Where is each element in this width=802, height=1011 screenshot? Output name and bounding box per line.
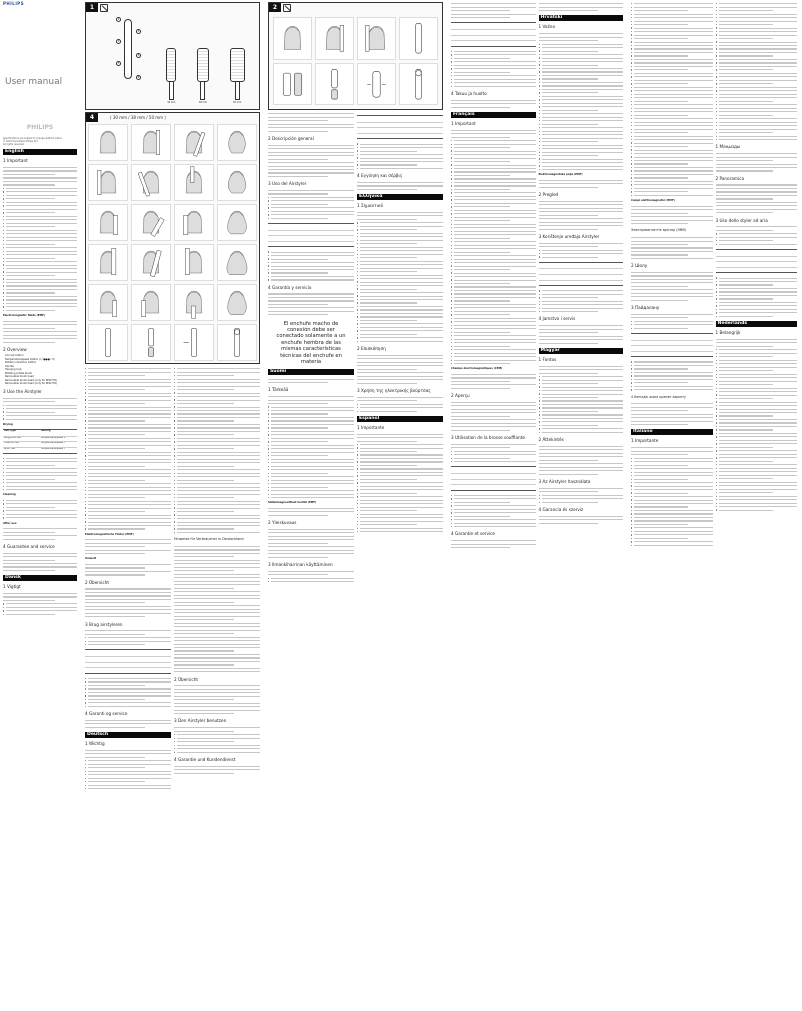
lang-header: Dansk bbox=[3, 575, 77, 581]
heading: 3 Den Airstyler benutzen bbox=[174, 718, 227, 724]
heading: Электромагниттік өрістер (ЭМӨ) bbox=[631, 228, 687, 233]
table-row bbox=[539, 274, 624, 280]
heading: Hinweise für Verbraucher in Deutschland bbox=[174, 537, 244, 542]
heading: 1 Vigtigt bbox=[3, 584, 21, 590]
table-row bbox=[451, 473, 536, 479]
hair-illustration-icon bbox=[88, 324, 128, 361]
figure-4 bbox=[85, 112, 260, 364]
table-row bbox=[631, 334, 713, 340]
section-danish bbox=[3, 575, 77, 616]
emf-heading: Champs électromagnétiques (CEM) bbox=[451, 367, 503, 371]
brush-head-icon bbox=[197, 48, 209, 104]
figure-2-grid bbox=[273, 17, 438, 105]
heading: 4 Garantie et service bbox=[451, 531, 496, 537]
hair-illustration-icon bbox=[131, 324, 171, 361]
airstyler-handle-icon bbox=[124, 19, 132, 79]
table-row bbox=[268, 230, 354, 236]
table-row bbox=[357, 133, 443, 139]
hair-illustration-icon bbox=[217, 244, 257, 281]
no-recycle-bin-icon bbox=[100, 4, 108, 12]
brush-head-icon bbox=[166, 48, 176, 104]
table-row bbox=[85, 656, 171, 662]
recycling-heading: Umwelt bbox=[85, 557, 97, 561]
brush-label: 30 mm bbox=[167, 100, 176, 104]
table-row: Short hair Temperature/speed I bbox=[3, 447, 77, 453]
hair-illustration-icon bbox=[174, 204, 214, 241]
hair-illustration-icon bbox=[399, 17, 438, 60]
callout: 3 bbox=[117, 62, 120, 65]
lang-header: Français bbox=[451, 112, 536, 118]
heading: 1 Маңызды bbox=[715, 144, 741, 150]
hair-illustration-icon bbox=[88, 204, 128, 241]
heading: 4 Кепілдік және қызмет көрсету bbox=[631, 394, 686, 399]
cleaning-heading: Cleaning bbox=[3, 493, 16, 497]
hair-settings-table-fr bbox=[451, 466, 536, 490]
lang-header: Español bbox=[357, 416, 443, 422]
hair-settings-table-hr bbox=[539, 262, 624, 286]
table-row: Long/thick hair Temperature/speed II bbox=[3, 436, 77, 442]
heading: 3 Utilisation de la brosse soufflante bbox=[451, 434, 525, 440]
overview-item: Removable brush head (only for BHA735) bbox=[5, 378, 58, 382]
heading: 1 Importante bbox=[357, 424, 385, 430]
hair-illustration-icon bbox=[88, 244, 128, 281]
column-4-left-text bbox=[451, 2, 536, 550]
manual-title: User manual bbox=[5, 76, 63, 87]
table-row bbox=[539, 263, 624, 269]
heading: 4 Guarantee and service bbox=[3, 543, 55, 549]
philips-logo: PHILIPS bbox=[3, 1, 25, 6]
hair-settings-table-es bbox=[268, 223, 354, 247]
heading: 1 Fontos bbox=[538, 356, 557, 362]
heading: 3 Ilmankiharrinan käyttäminen bbox=[268, 561, 333, 567]
heading: 2 Yleiskuvaus bbox=[268, 520, 297, 526]
no-recycle-bin-icon bbox=[283, 4, 291, 12]
copyright: © 2022 Koninklijke Philips N.V. bbox=[3, 140, 39, 144]
hair-illustration-icon bbox=[315, 63, 354, 106]
callout: 4 bbox=[137, 30, 140, 33]
brush-head-icon bbox=[230, 48, 245, 104]
table-row bbox=[716, 250, 798, 256]
heading: 3 Korištenje uređaja Airstyler bbox=[538, 233, 600, 239]
table-row bbox=[716, 267, 798, 273]
heading: 2 Descripción general bbox=[268, 135, 314, 141]
overview-item: Removable brush head bbox=[5, 375, 34, 379]
hair-illustration-icon bbox=[217, 124, 257, 161]
brush-sizes-label: ( 30 mm / 38 mm / 50 mm ) bbox=[110, 115, 166, 120]
heading: 2 Шолу bbox=[631, 263, 648, 269]
brush-heads bbox=[156, 11, 255, 104]
plug-callout: El enchufe macho de conexión debe ser conectado solamente a un enchufe hembra de las mismas características técnicas del enchufe en materia bbox=[276, 320, 346, 365]
overview-item: Rotation direction button bbox=[5, 361, 37, 365]
heading: 3 Uso dello styler ad aria bbox=[715, 217, 768, 223]
styling-steps-grid bbox=[88, 124, 257, 361]
overview-item: Cool air button bbox=[5, 354, 24, 358]
heading: 4 Garancia és szerviz bbox=[538, 506, 584, 512]
callout: 1 bbox=[117, 18, 120, 21]
heading: 3 Uso del Airstyler bbox=[268, 181, 307, 187]
hair-settings-table-it bbox=[716, 249, 798, 273]
heading: 3 Χρήση της ηλεκτρικής βούρτσας bbox=[357, 387, 431, 393]
heading: 2 Übersicht bbox=[174, 676, 198, 682]
callout: 5 bbox=[137, 54, 140, 57]
figure-2 bbox=[268, 2, 443, 110]
heading: 2 Aperçu bbox=[451, 393, 470, 399]
callout: 6 bbox=[137, 76, 140, 79]
heading: 1 Tärkeää bbox=[268, 387, 289, 393]
heading: 2 Επισκόπηση bbox=[357, 346, 386, 352]
hair-illustration-icon bbox=[357, 63, 396, 106]
figure-number: 1 bbox=[86, 3, 98, 12]
table-row bbox=[451, 35, 536, 41]
lang-header: Deutsch bbox=[85, 732, 171, 738]
hair-illustration-icon bbox=[273, 63, 312, 106]
column-3-right-text bbox=[357, 112, 443, 583]
hair-illustration-icon bbox=[88, 124, 128, 161]
hair-settings-table-el bbox=[357, 115, 443, 139]
table-row: Fine/thin hair Temperature/speed I bbox=[3, 441, 77, 447]
figure-number: 4 bbox=[86, 113, 98, 122]
spec-note: Specifications are subject to change without notice bbox=[3, 137, 62, 141]
hair-illustration-icon bbox=[131, 204, 171, 241]
heading: 2 Übersicht bbox=[85, 579, 109, 585]
column-5-right-text bbox=[716, 2, 798, 547]
heading: 4 Εγγύηση και σέρβις bbox=[357, 173, 403, 179]
callout: 2 bbox=[117, 40, 120, 43]
table-row bbox=[357, 122, 443, 128]
lang-header: English bbox=[3, 149, 77, 155]
lang-header: Nederlands bbox=[716, 321, 798, 327]
overview-item: Rotating bristle brush bbox=[5, 371, 33, 375]
table-row bbox=[357, 127, 443, 133]
heading: 1 Important bbox=[451, 120, 476, 126]
table-row bbox=[451, 467, 536, 473]
emf-heading: Campi elettromagnetici (EMF) bbox=[631, 199, 675, 203]
hair-illustration-icon bbox=[217, 284, 257, 321]
column-5-left-text bbox=[631, 2, 713, 547]
heading: 1 Important bbox=[3, 158, 28, 164]
figure-number: 2 bbox=[269, 3, 281, 12]
lang-header: Magyar bbox=[539, 348, 624, 354]
heading: 4 Garantía y servicio bbox=[268, 284, 312, 290]
heading: 2 Overview bbox=[3, 346, 27, 352]
table-row bbox=[85, 662, 171, 668]
table-row bbox=[451, 40, 536, 46]
table-row bbox=[451, 23, 536, 29]
column-5 bbox=[628, 0, 800, 1011]
emf-heading: Sähkömagneettiset kentät (EMF) bbox=[268, 501, 317, 505]
hair-illustration-icon bbox=[273, 17, 312, 60]
table-row bbox=[631, 345, 713, 351]
heading: 3 Brug airstyleren bbox=[85, 621, 123, 627]
after-use-heading: After use bbox=[3, 521, 17, 525]
lang-header: Suomi bbox=[268, 369, 354, 375]
column-4-right-text bbox=[539, 2, 624, 550]
column-4 bbox=[448, 0, 626, 1011]
emf-heading: Electromagnetic fields (EMF) bbox=[3, 314, 46, 318]
figure-1 bbox=[85, 2, 260, 110]
overview-item: Handle bbox=[5, 364, 14, 368]
column-2-right-text bbox=[174, 367, 260, 790]
hair-settings-table-kk bbox=[631, 333, 713, 357]
emf-heading: Elektromagnetische Felder (EMF) bbox=[85, 532, 134, 536]
hair-settings-table bbox=[3, 429, 77, 453]
hair-illustration-icon bbox=[131, 164, 171, 201]
rights: All rights reserved. bbox=[3, 143, 25, 147]
lang-header: Ελληνικά bbox=[357, 194, 443, 200]
table-row bbox=[451, 479, 536, 485]
lang-header: Italiano bbox=[631, 429, 713, 435]
heading: 4 Takuu ja huolto bbox=[451, 90, 487, 96]
overview-item: Temperature/speed button (I / ●●● / II) bbox=[5, 357, 55, 361]
hair-illustration-icon bbox=[174, 244, 214, 281]
hair-illustration-icon bbox=[88, 164, 128, 201]
hair-illustration-icon bbox=[88, 284, 128, 321]
hair-illustration-icon bbox=[174, 324, 214, 361]
lang-header: Hrvatski bbox=[539, 15, 624, 21]
brush-label: 38 mm bbox=[198, 100, 208, 104]
hair-illustration-icon bbox=[174, 164, 214, 201]
emf-heading: Elektromagnetska polja (EMF) bbox=[538, 173, 583, 177]
table-row bbox=[357, 116, 443, 122]
heading: 4 Garanti og service bbox=[85, 711, 128, 717]
table-row bbox=[631, 351, 713, 357]
heading: 3 Az Airstyler használata bbox=[538, 478, 591, 484]
overview-item: Hanging loop bbox=[5, 368, 22, 372]
overview-list bbox=[5, 354, 77, 386]
column-3-left-text bbox=[268, 112, 354, 583]
hair-illustration-icon bbox=[315, 17, 354, 60]
overview-item: Removable brush head (only for BHA735) bbox=[5, 382, 58, 386]
heading: 1 Važno bbox=[538, 24, 556, 30]
hair-illustration-icon bbox=[357, 17, 396, 60]
hair-illustration-icon bbox=[131, 244, 171, 281]
table-row: Hair type Setting bbox=[4, 430, 51, 433]
hair-illustration-icon bbox=[131, 284, 171, 321]
section-english bbox=[3, 149, 77, 572]
table-row bbox=[539, 280, 624, 286]
table-row bbox=[268, 241, 354, 247]
heading: 1 Σημαντικό bbox=[357, 203, 384, 209]
heading: 2 Panoramica bbox=[715, 175, 745, 181]
table-row bbox=[716, 261, 798, 267]
table-row bbox=[85, 667, 171, 673]
table-row bbox=[268, 235, 354, 241]
drying-heading: Drying bbox=[3, 422, 13, 426]
table-row bbox=[539, 268, 624, 274]
hair-settings-table-da bbox=[85, 649, 171, 673]
heading: 2 Pregled bbox=[538, 192, 559, 197]
hair-illustration-icon bbox=[399, 63, 438, 106]
hair-illustration-icon bbox=[131, 124, 171, 161]
heading: 4 Jamstvo i servis bbox=[538, 316, 576, 322]
hair-settings-table-fi bbox=[451, 22, 536, 46]
heading: 3 Use the Airstyler bbox=[3, 388, 42, 394]
table-row bbox=[716, 256, 798, 262]
table-row bbox=[451, 29, 536, 35]
table-row bbox=[631, 340, 713, 346]
heading: 1 Importante bbox=[631, 438, 659, 444]
hair-illustration-icon bbox=[174, 284, 214, 321]
body-text bbox=[3, 166, 77, 312]
heading: 3 Пайдалану bbox=[631, 305, 660, 310]
heading: 4 Garantie und Kundendienst bbox=[174, 756, 236, 762]
column-2-left-text bbox=[85, 367, 171, 790]
hair-illustration-icon bbox=[217, 164, 257, 201]
table-row bbox=[268, 224, 354, 230]
table-row bbox=[451, 484, 536, 490]
table-row bbox=[85, 650, 171, 656]
column-3 bbox=[265, 0, 446, 1011]
heading: 1 Wichtig bbox=[85, 741, 105, 747]
hair-illustration-icon bbox=[174, 124, 214, 161]
hair-illustration-icon bbox=[217, 204, 257, 241]
brush-label: 50 mm bbox=[233, 100, 242, 104]
hair-illustration-icon bbox=[217, 324, 257, 361]
column-2 bbox=[82, 0, 263, 1011]
heading: 2 Áttekintés bbox=[538, 437, 564, 443]
cover-column bbox=[0, 0, 80, 1011]
heading: 1 Belangrijk bbox=[715, 330, 741, 336]
philips-shield-logo: PHILIPS bbox=[26, 123, 54, 131]
